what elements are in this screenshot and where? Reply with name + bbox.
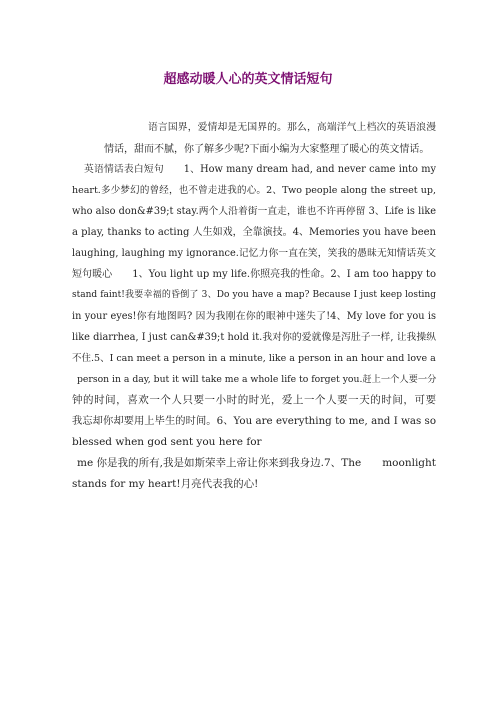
body-line: 英语情话表白短句 1、How many dream had, and never came into my (84, 164, 436, 175)
body-line: stand faint!我要幸福的昏倒了 3、Do you have a map? Because I just keep losting (72, 290, 436, 300)
intro-line: 情话，甜而不腻，你了解多少呢?下面小编为大家整理了暖心的英文情话。 (104, 144, 430, 155)
body-line: 短句暖心 1、You light up my life.你照亮我的性命。2、I am too happy to (72, 269, 436, 280)
intro-paragraph (60, 117, 436, 161)
body-line: who also don&#39;t stay.两个人沿着街一直走，谁也不许再停留 3、Life is like (72, 206, 436, 217)
body-line: stands for my heart!月亮代表我的心! (72, 478, 259, 490)
body-line: 不住.5、I can meet a person in a minute, like a person in an hour and love a (72, 353, 436, 364)
body-line: me 你是我的所有,我是如斯荣幸上帝让你来到我身边.7、The moonlight (77, 457, 436, 469)
body-line: like diarrhea, I just can&#39;t hold it.我对你的爱就像是泻肚子一样, 让我操纵 (72, 332, 436, 343)
body-line: 我忘却你却要用上毕生的时间。6、You are everything to me, and I was so (72, 415, 436, 427)
body-line: blessed when god sent you here for (72, 436, 262, 448)
body-line: in your eyes!你有地图吗? 因为我刚在你的眼神中迷失了!4、My love for you is (72, 311, 436, 322)
body-paragraph (60, 159, 436, 495)
body-line: heart.多少梦幻的曾经，也不曾走进我的心。2、Two people along the street up, (72, 185, 436, 196)
body-line: a play, thanks to acting 人生如戏，全靠演技。4、Memories you have been (72, 227, 436, 238)
body-line: 钟的时间，喜欢一个人只要一小时的时光，爱上一个人要一天的时间，可要 (72, 394, 436, 406)
body-line: laughing, laughing my ignorance.记忆力你一直在笑，笑我的愚昧无知情话英文 (72, 248, 436, 259)
body-line: person in a day, but it will take me a whole life to forget you.赶上一个人要一分 (77, 374, 437, 385)
document-title: 超感动暖人心的英文情话短句 (163, 72, 333, 87)
intro-line: 语言国界，爱情却是无国界的。那么，高端洋气上档次的英语浪漫 (148, 122, 436, 133)
